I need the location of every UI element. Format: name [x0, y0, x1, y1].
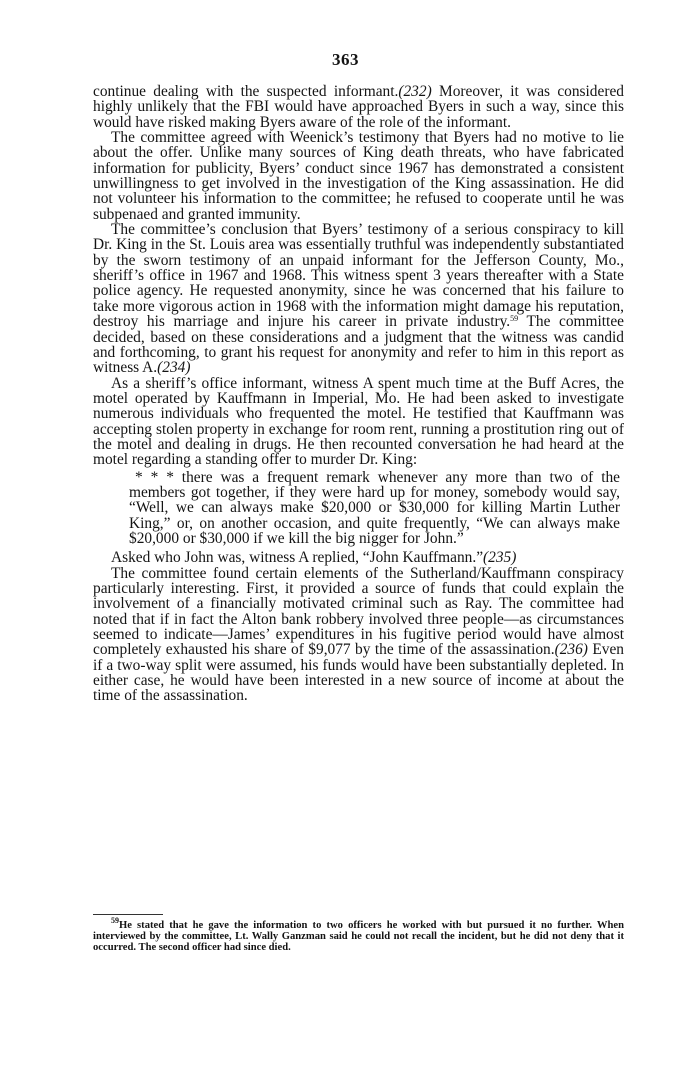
- paragraph-5-text: Asked who John was, witness A replied, “John Kauffmann.”: [111, 549, 484, 567]
- paragraph-6: [93, 566, 624, 704]
- footnote-mark-59: 59: [510, 314, 519, 324]
- reference-235: (235): [483, 549, 517, 567]
- footnote-59-mark: 59: [111, 916, 119, 925]
- paragraph-3-text-b: The committee decided, based on these considerations and a judgment that the witness was candid and forthcoming, to grant his request for anonymity and refer to him in this report as witness A.: [93, 313, 624, 377]
- paragraph-6-text-a: The committee found certain elements of the Sutherland/Kauffmann conspiracy particularly interesting. First, it provided a source of funds that could explain the involvement of a financially motivated criminal such as Ray. The committee had noted that if in fact the Alton bank robbery involved three people—as circumstances seemed to indicate—James’ expenditures in his fugitive period would have almost completely exhausted his share of $9,077 by the time of the assassination.: [93, 564, 624, 659]
- paragraph-3: [93, 222, 624, 375]
- paragraph-1-text-a: continue dealing with the suspected informant.: [93, 83, 399, 100]
- reference-232: (232): [398, 83, 432, 100]
- body-text: [93, 84, 624, 704]
- paragraph-1-text-b: Moreover, it was considered highly unlikely that the FBI would have approached Byers in such a way, since this would have risked making Byers aware of the role of the informant.: [93, 83, 624, 131]
- paragraph-1: [93, 84, 624, 130]
- reference-234: (234): [157, 359, 191, 377]
- paragraph-5: [93, 550, 624, 565]
- footnote-59: [93, 916, 624, 954]
- paragraph-6-text-b: Even if a two-way split were assumed, his funds would have been substantially depleted. In either case, he would have been interested in a new source of income at about the time of the assassination.: [93, 641, 624, 705]
- reference-236: (236): [554, 641, 588, 659]
- block-quote-text: * * * there was a frequent remark whenever any more than two of the members got together, if they were hard up for money, somebody would say, “Well, we can always make $20,000 or $30,000 for killing Martin Luther King,” or, on another occasion, and quite frequently, “We can always make $20,000 or $30,000 if we kill the big nigger for John.”: [129, 468, 620, 547]
- footnote-divider: [93, 914, 163, 915]
- page-number: 363: [332, 50, 359, 69]
- block-quote: [93, 470, 624, 547]
- paragraph-3-text-a: The committee’s conclusion that Byers’ testimony of a serious conspiracy to kill Dr. King in the St. Louis area was essentially truthful was independently substantiated by the sworn testimony of an unpaid informant for the Jefferson County, Mo., sheriff’s office in 1967 and 1968. This witness spent 3 years thereafter with a State police agency. He requested anonymity, since he was concerned that his failure to take more vigorous action in 1968 with the information might damage his reputation, destroy his marriage and injure his career in private industry.: [93, 221, 624, 331]
- paragraph-2: The committee agreed with Weenick’s testimony that Byers had no motive to lie about the offer. Unlike many sources of King death threats, who have fabricated information for publicity, Byers’ conduct since 1967 has demonstrated a consistent unwillingness to get involved in the investigation of the King assassination. He did not volunteer his information to the committee; he refused to cooperate until he was subpenaed and granted immunity.: [93, 129, 624, 223]
- footnote-59-text: He stated that he gave the information to two officers he worked with but pursued it no further. When interviewed by the committee, Lt. Wally Ganzman said he could not recall the incident, but he did not deny that it occurred. The second officer had since died.: [93, 920, 624, 954]
- paragraph-4: As a sheriff’s office informant, witness A spent much time at the Buff Acres, the motel operated by Kauffmann in Imperial, Mo. He had been asked to investigate numerous individuals who frequented the motel. He testified that Kauffmann was accepting stolen property in exchange for room rent, running a prostitution ring out of the motel and dealing in drugs. He then recounted conversation he had heard at the motel regarding a standing offer to murder Dr. King:: [93, 374, 624, 469]
